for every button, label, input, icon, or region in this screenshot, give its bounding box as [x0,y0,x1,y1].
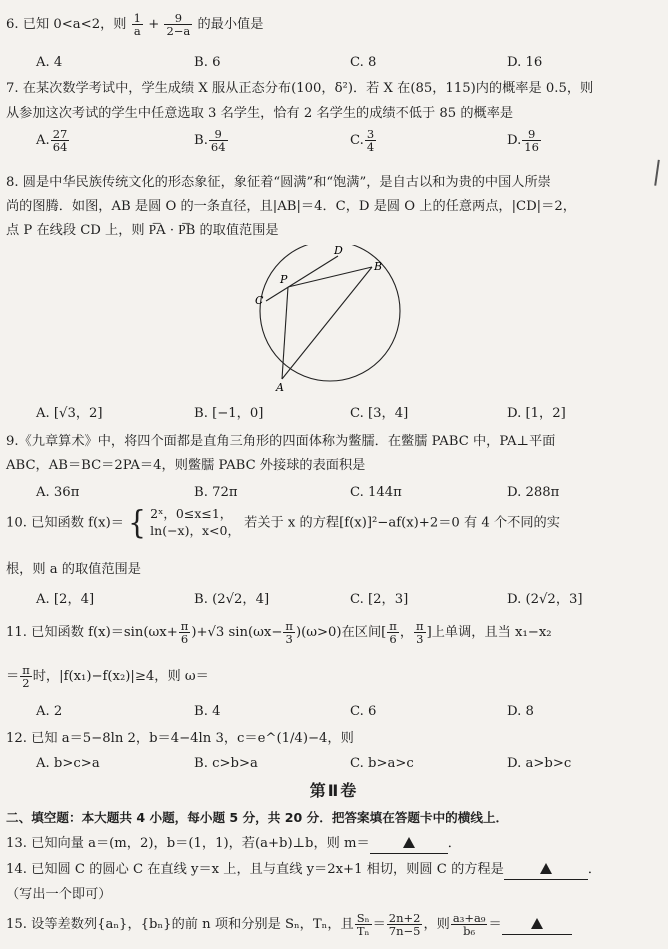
q8-option-c[interactable]: C. [3，4] [350,406,409,421]
section-header: 二、填空题：本大题共 4 小题，每小题 5 分，共 20 分．把答案填在答题卡中的横线上． [6,810,509,825]
q6-plus: + [148,17,160,33]
section-title: 第Ⅱ卷 [309,781,359,800]
q6-text-end: 的最小值是 [197,17,264,33]
q10-text-end: 若关于 x 的方程[f(x)]²−af(x)+2＝0 有 4 个不同的实 [244,515,560,531]
q14-answer-blank[interactable] [504,862,588,880]
q12-option-b[interactable]: B. c>b>a [194,756,258,771]
q10-case1: 2ˣ，0≤x≤1， [150,506,233,521]
label-c: C [255,294,264,307]
q15-answer-blank[interactable] [502,917,572,935]
q11-option-c[interactable]: C. 6 [350,704,377,719]
q9-option-b[interactable]: B. 72π [194,485,238,500]
q11-line2: ＝ $\frac{\pi}{2}$ 时，|f(x₁)−f(x₂)|≥4，则 ω＝ [6,663,209,691]
q9-option-c[interactable]: C. 144π [350,485,402,500]
label-d: D [334,245,343,257]
triangle-icon [531,918,543,929]
q8-option-a[interactable]: A. [√3，2] [36,406,103,421]
q10-cases [150,506,240,540]
q10-option-a[interactable]: A. [2，4] [36,592,95,607]
q6-text: 6. 已知 0<a<2，则 [6,17,127,33]
q11-option-a[interactable]: A. 2 [36,704,63,719]
q8-circle-diagram [240,245,420,395]
q15-stem: 15. 设等差数列{aₙ}，{bₙ}的前 n 项和分别是 Sₙ，Tₙ，且 $\frac{\text{Sₙ}}{\text{Tₙ}}$ ＝ $\frac{2n+2}{7n-5}$ ，则 $\frac{\text{a₃+a₉}}{\text{b₆}}$ ＝ [6,912,572,937]
q6-option-d[interactable]: D. 16 [507,55,543,70]
q10-option-b[interactable]: B. (2√2，4] [194,592,270,607]
q6-option-a[interactable]: A. 4 [36,55,63,70]
q8-line1: 8. 圆是中华民族传统文化的形态象征，象征着“圆满”和“饱满”，是自古以和为贵的中国人所崇 [6,175,551,190]
q7-option-c[interactable]: C. $\frac{3}{4}$ [350,127,375,155]
q7-line2: 从参加这次考试的学生中任意选取 3 名学生，恰有 2 名学生的成绩不低于 85 的概率是 [6,106,514,121]
label-p: P [280,273,288,286]
q8-line3: 点 P 在线段 CD 上，则 P͞A · P͞B 的取值范围是 [6,223,279,238]
diameter-ab [282,267,372,379]
q6-frac1: $\frac{1}{a}$ [133,11,141,39]
q9-option-d[interactable]: D. 288π [507,485,560,500]
q8-line2: 尚的图腾．如图，AB 是圆 O 的一条直径，且|AB|＝4．C，D 是圆 O 上的任意两点，|CD|＝2， [6,199,576,214]
q12-option-a[interactable]: A. b>c>a [36,756,100,771]
q12-line: 12. 已知 a＝5−8ln 2，b＝4−4ln 3，c＝e^(1/4)−4，则 [6,731,354,746]
q14-line2: （写出一个即可） [6,887,112,902]
chord-cd [266,256,338,301]
q11-option-b[interactable]: B. 4 [194,704,221,719]
q9-option-a[interactable]: A. 36π [36,485,80,500]
q12-option-d[interactable]: D. a>b>c [507,756,572,771]
q9-line2: ABC，AB＝BC＝2PA＝4，则鳖臑 PABC 外接球的表面积是 [6,458,366,473]
q10-case2: ln(−x)，x<0， [150,522,240,538]
label-b: B [374,260,383,273]
q10-stem [6,503,560,542]
q7-option-a[interactable]: A. $\frac{27}{64}$ [36,127,68,155]
q10-option-d[interactable]: D. (2√2，3] [507,592,583,607]
q11-line1: 11. 已知函数 f(x)＝sin(ωx+ $\frac{\pi}{6}$ )+√3 sin(ωx− $\frac{\pi}{3}$ )(ω>0)在区间[ $\frac{\pi}{6}$ ， $\frac{\pi}{3}$ ]上单调，且当 x₁−x₂ [6,619,552,647]
q7-option-b[interactable]: B. $\frac{9}{64}$ [194,127,226,155]
q6-stem [6,12,263,37]
q13-answer-blank[interactable] [370,836,448,854]
q13-stem: 13. 已知向量 a＝(m，2)，b＝(1，1)，若(a+b)⊥b，则 m＝ ． [6,836,461,854]
q11-option-d[interactable]: D. 8 [507,704,534,719]
q12-option-c[interactable]: C. b>a>c [350,756,414,771]
triangle-icon [403,837,415,848]
segment-pb [288,267,372,287]
triangle-icon [540,863,552,874]
q6-frac2: $\frac{9}{2-a}$ [166,11,191,39]
q10-brace: { [128,503,146,542]
pen-mark [654,160,663,186]
q14-stem: 14. 已知圆 C 的圆心 C 在直线 y＝x 上，且与直线 y＝2x+1 相切，则圆 C 的方程是 ． [6,862,601,880]
q10-line2: 根，则 a 的取值范围是 [6,562,141,577]
label-a: A [276,381,284,394]
q7-line1: 7. 在某次数学考试中，学生成绩 X 服从正态分布(100，δ²)．若 X 在(85，115)内的概率是 0.5，则 [6,81,594,96]
q8-option-d[interactable]: D. [1，2] [507,406,566,421]
q10-text: 10. 已知函数 f(x)＝ [6,515,124,531]
q7-option-d[interactable]: D. $\frac{9}{16}$ [507,127,539,155]
q10-option-c[interactable]: C. [2，3] [350,592,409,607]
q9-line1: 9.《九章算术》中，将四个面都是直角三角形的四面体称为鳖臑．在鳖臑 PABC 中，PA⊥平面 [6,434,556,449]
q6-option-c[interactable]: C. 8 [350,55,377,70]
q8-option-b[interactable]: B. [−1，0] [194,406,264,421]
q6-option-b[interactable]: B. 6 [194,55,221,70]
